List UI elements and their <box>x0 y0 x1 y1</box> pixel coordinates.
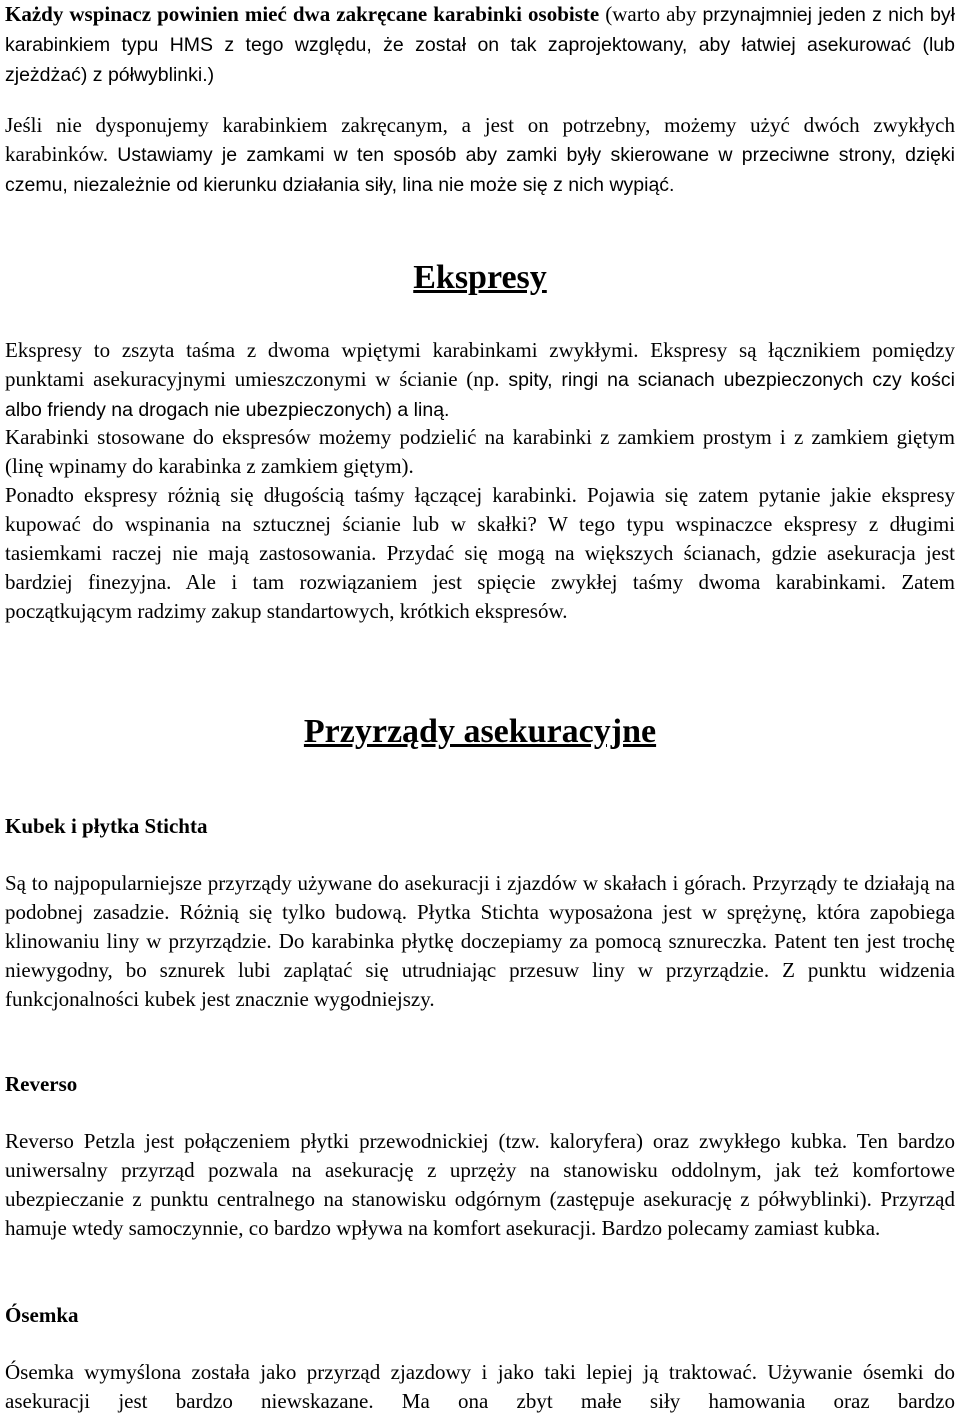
intro-bold-text: Każdy wspinacz powinien mieć dwa zakręcane karabinki osobiste <box>5 2 600 26</box>
intro-paragraph-2 <box>5 111 955 200</box>
ekspresy-paragraph-1 <box>5 336 955 425</box>
ekspresy-p1-arial: spity, ringi na scianach ubezpieczonych czy kości albo friendy na drogach nie ubezpieczonych) a liną. <box>5 369 955 421</box>
reverso-paragraph: Reverso Petzla jest połączeniem płytki przewodnickiej (tzw. kaloryfera) oraz zwykłego kubka. Ten bardzo uniwersalny przyrząd pozwala na asekurację z uprzęży na stanowisku oddolnym, jak też komfortowe ubezpieczanie z punktu centralnego na stanowisku odgórnym (zastępuje asekurację z półwyblinki). Przyrząd hamuje wtedy samoczynnie, co bardzo wpływa na komfort asekuracji. Bardzo polecamy zamiast kubka. <box>5 1129 955 1240</box>
intro-paragraph-1 <box>5 0 955 90</box>
intro-text-line1: (warto aby <box>599 2 697 26</box>
ekspresy-p1-text: Ekspresy to zszyta taśma z dwoma wpiętymi karabinkami zwykłymi. Ekspresy są łącznikiem pomiędzy punktami asekuracyjnymi umieszczonymi w ścianie (np. <box>5 338 955 391</box>
section-title-przyrzady: Przyrządy asekuracyjne <box>303 713 657 750</box>
intro-text-arial: przynajmniej jeden z nich był karabinkiem typu HMS z tego względu, że został on tak zaprojektowany, aby łatwiej asekurować (lub zjeżdżać) z półwyblinki.) <box>5 4 956 86</box>
subsection-title-kubek: Kubek i płytka Stichta <box>5 814 208 838</box>
osemka-paragraph: Ósemka wymyślona została jako przyrząd zjazdowy i jako taki lepiej ją traktować. Używanie ósemki do asekuracji jest bardzo niewskazane. Ma ona zbyt małe siły hamowania oraz bardzo <box>5 1360 955 1413</box>
intro-p2-text: Jeśli nie dysponujemy karabinkiem zakręcanym, a jest on potrzebny, możemy użyć dwóch zwykłych karabinków. <box>5 113 955 166</box>
ekspresy-paragraph-2: Karabinki stosowane do ekspresów możemy podzielić na karabinki z zamkiem prostym i z zamkiem giętym (linę wpinamy do karabinka z zamkiem giętym). <box>5 425 955 478</box>
section-title-ekspresy: Ekspresy <box>413 259 547 296</box>
subsection-title-reverso: Reverso <box>5 1072 78 1096</box>
ekspresy-paragraph-3: Ponadto ekspresy różnią się długością taśmy łączącej karabinki. Pojawia się zatem pytanie jakie ekspresy kupować do wspinania na sztucznej ścianie lub w skałki? W tego typu wspinaczce ekspresy z długimi tasiemkami raczej nie mają zastosowania. Przydać się mogą na większych ścianach, gdzie asekuracja jest bardziej finezyjna. Ale i tam rozwiązaniem jest spięcie zwykłej taśmy dwoma karabinkami. Zatem początkującym radzimy zakup standartowych, krótkich ekspresów. <box>5 483 955 623</box>
intro-p2-arial: Ustawiamy je zamkami w ten sposób aby zamki były skierowane w przeciwne strony, dzięki czemu, niezależnie od kierunku działania siły, lina nie może się z nich wypiąć. <box>5 144 955 196</box>
subsection-title-osemka: Ósemka <box>5 1303 79 1327</box>
kubek-paragraph: Są to najpopularniejsze przyrządy używane do asekuracji i zjazdów w skałach i górach. Przyrządy te działają na podobnej zasadzie. Różnią się tylko budową. Płytka Stichta wyposażona jest w sprężynę, która zapobiega klinowaniu liny w przyrządzie. Do karabinka płytkę doczepiamy za pomocą sznureczka. Patent ten jest trochę niewygodny, bo sznurek lubi zaplątać się utrudniając przesuw liny w przyrządzie. Z punktu widzenia funkcjonalności kubek jest znacznie wygodniejszy. <box>5 871 955 1011</box>
